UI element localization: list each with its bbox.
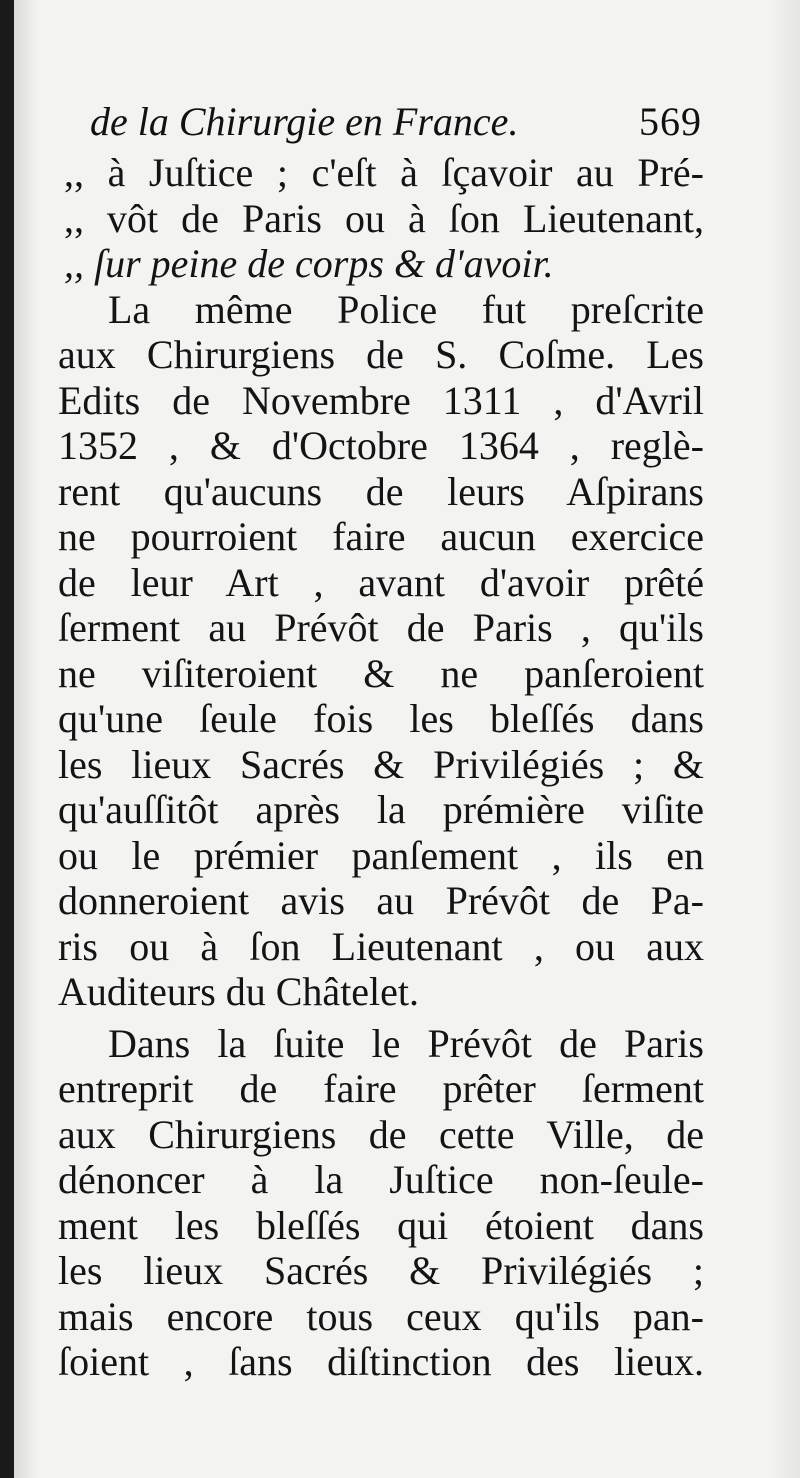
text-line: de leur Art , avant d'avoir prêté xyxy=(58,559,704,605)
body-text xyxy=(58,150,704,1385)
text-line: qu'auſſitôt après la prémière viſite xyxy=(58,787,704,832)
text-line: ,, vôt de Paris ou à ſon Lieutenant, xyxy=(64,195,704,241)
text-line: aux Chirurgiens de S. Coſme. Les xyxy=(58,332,704,377)
text-line: ſerment au Prévôt de Paris , qu'ils xyxy=(58,605,704,650)
text-line: rent qu'aucuns de leurs Aſpirans xyxy=(58,468,704,514)
text-line: les lieux Sacrés & Privilégiés ; xyxy=(58,1248,704,1293)
text-line: ment les bleſſés qui étoient dans xyxy=(58,1202,704,1248)
text-line: mais encore tous ceux qu'ils pan- xyxy=(58,1293,704,1339)
page-number: 569 xyxy=(639,99,702,144)
text-line: ou le prémier panſement , ils en xyxy=(58,832,704,878)
page-header xyxy=(90,92,702,152)
text-line: ris ou à ſon Lieutenant , ou aux xyxy=(58,923,704,969)
text-line: 1352 , & d'Octobre 1364 , reglè- xyxy=(58,423,704,468)
text-line: dénoncer à la Juſtice non-ſeule- xyxy=(58,1157,704,1202)
text-line: Dans la ſuite le Prévôt de Paris xyxy=(108,1020,704,1066)
text-line: ſoient , ſans diſtinction des lieux. xyxy=(58,1339,704,1384)
text-line: qu'une ſeule fois les bleſſés dans xyxy=(58,696,704,741)
text-line: aux Chirurgiens de cette Ville, de xyxy=(58,1111,704,1157)
text-line: Edits de Novembre 1311 , d'Avril xyxy=(58,377,704,423)
text-line: ,, ſur peine de corps & d'avoir. xyxy=(64,241,554,286)
text-line: ne pourroient faire aucun exercice xyxy=(58,514,704,559)
text-line: les lieux Sacrés & Privilégiés ; & xyxy=(58,741,704,787)
running-title: de la Chirurgie en France. xyxy=(90,99,519,144)
text-line: donneroient avis au Prévôt de Pa- xyxy=(58,878,704,923)
text-line: ,, à Juſtice ; c'eſt à ſçavoir au Pré- xyxy=(64,150,704,195)
text-line: ne viſiteroient & ne panſeroient xyxy=(58,650,704,696)
text-line: Auditeurs du Châtelet. xyxy=(58,969,420,1014)
text-line: entreprit de faire prêter ſerment xyxy=(58,1066,704,1111)
text-line: La même Police fut preſcrite xyxy=(108,286,704,332)
book-page xyxy=(14,0,800,1478)
